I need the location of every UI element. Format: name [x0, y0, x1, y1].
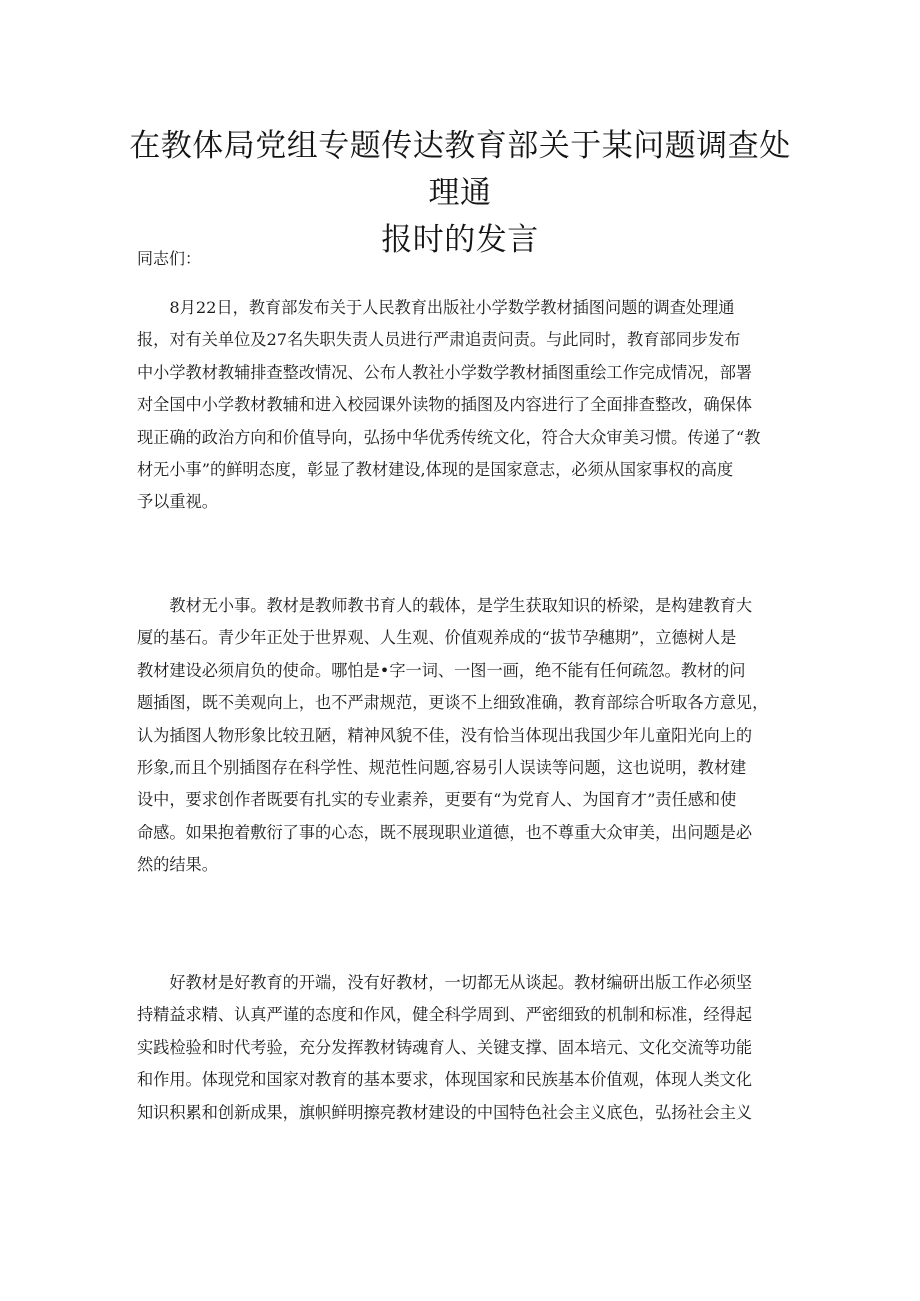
title-line: 在教体局党组专题传达教育部关于某问题调查处理通	[129, 128, 791, 211]
title-line: 报时的发言	[381, 222, 539, 258]
paragraph-line: 形象,而且个别插图存在科学性、规范性问题,容易引人误读等问题，这也说明，教材建	[137, 757, 747, 777]
paragraph-line: 教材无小事。教材是教师教书育人的载体，是学生获取知识的桥梁，是构建教育大	[137, 596, 753, 615]
paragraph-line: 现正确的政治方向和价值导向，弘扬中华优秀传统文化，符合大众审美习惯。传递了“教	[137, 427, 761, 447]
paragraph-line: 对全国中小学教材教辅和进入校园课外读物的插图及内容进行了全面排查整改，确保体	[137, 395, 753, 415]
paragraph-line: 知识积累和创新成果，旗帜鲜明擦亮教材建设的中国特色社会主义底色，弘扬社会主义	[137, 1102, 753, 1122]
paragraph-line: 实践检验和时代考验，充分发挥教材铸魂育人、关键支撑、固本培元、文化交流等功能	[137, 1037, 753, 1057]
paragraph-line: 材无小事”的鲜明态度，彰显了教材建设,体现的是国家意志，必须从国家事权的高度	[137, 459, 734, 479]
paragraph-line: 题插图，既不美观向上，也不严肃规范，更谈不上细致准确，教育部综合听取各方意见，	[137, 693, 769, 713]
paragraph-line: 教材建设必须肩负的使命。哪怕是•字一词、一图一画，绝不能有任何疏忽。教材的问	[137, 660, 746, 680]
paragraph-line: 设中，要求创作者既要有扎实的专业素养，更要有“为党育人、为国育才”责任感和使	[137, 790, 737, 810]
paragraph-line: 予以重视。	[137, 492, 218, 512]
salutation: 同志们：	[137, 249, 202, 268]
paragraph-line: 然的结果。	[137, 855, 218, 875]
paragraph-line: 持精益求精、认真严谨的态度和作风，健全科学周到、严密细致的机制和标准，经得起	[137, 1005, 753, 1025]
document-title	[120, 123, 800, 264]
paragraph-line: 命感。如果抱着敷衍了事的心态，既不展现职业道德，也不尊重大众审美，出问题是必	[137, 822, 753, 842]
paragraph-line: 好教材是好教育的开端，没有好教材，一切都无从谈起。教材编研出版工作必须坚	[137, 973, 753, 992]
paragraph-1	[137, 292, 783, 519]
paragraph-line: 报，对有关单位及27名失职失责人员进行严肃追责问责。与此同时，教育部同步发布	[137, 330, 741, 350]
paragraph-line: 厦的基石。青少年正处于世界观、人生观、价值观养成的“拔节孕穗期”，立德树人是	[137, 628, 737, 648]
paragraph-line: 和作用。体现党和国家对教育的基本要求，体现国家和民族基本价值观，体现人类文化	[137, 1070, 753, 1090]
paragraph-line: 认为插图人物形象比较丑陋，精神风貌不佳，没有恰当体现出我国少年儿童阳光向上的	[137, 725, 753, 745]
paragraph-3	[137, 967, 783, 1129]
paragraph-2	[137, 590, 783, 882]
paragraph-line: 8月22日，教育部发布关于人民教育出版社小学数学教材插图问题的调查处理通	[137, 298, 735, 317]
paragraph-line: 中小学教材教辅排查整改情况、公布人教社小学数学教材插图重绘工作完成情况，部署	[137, 362, 753, 382]
